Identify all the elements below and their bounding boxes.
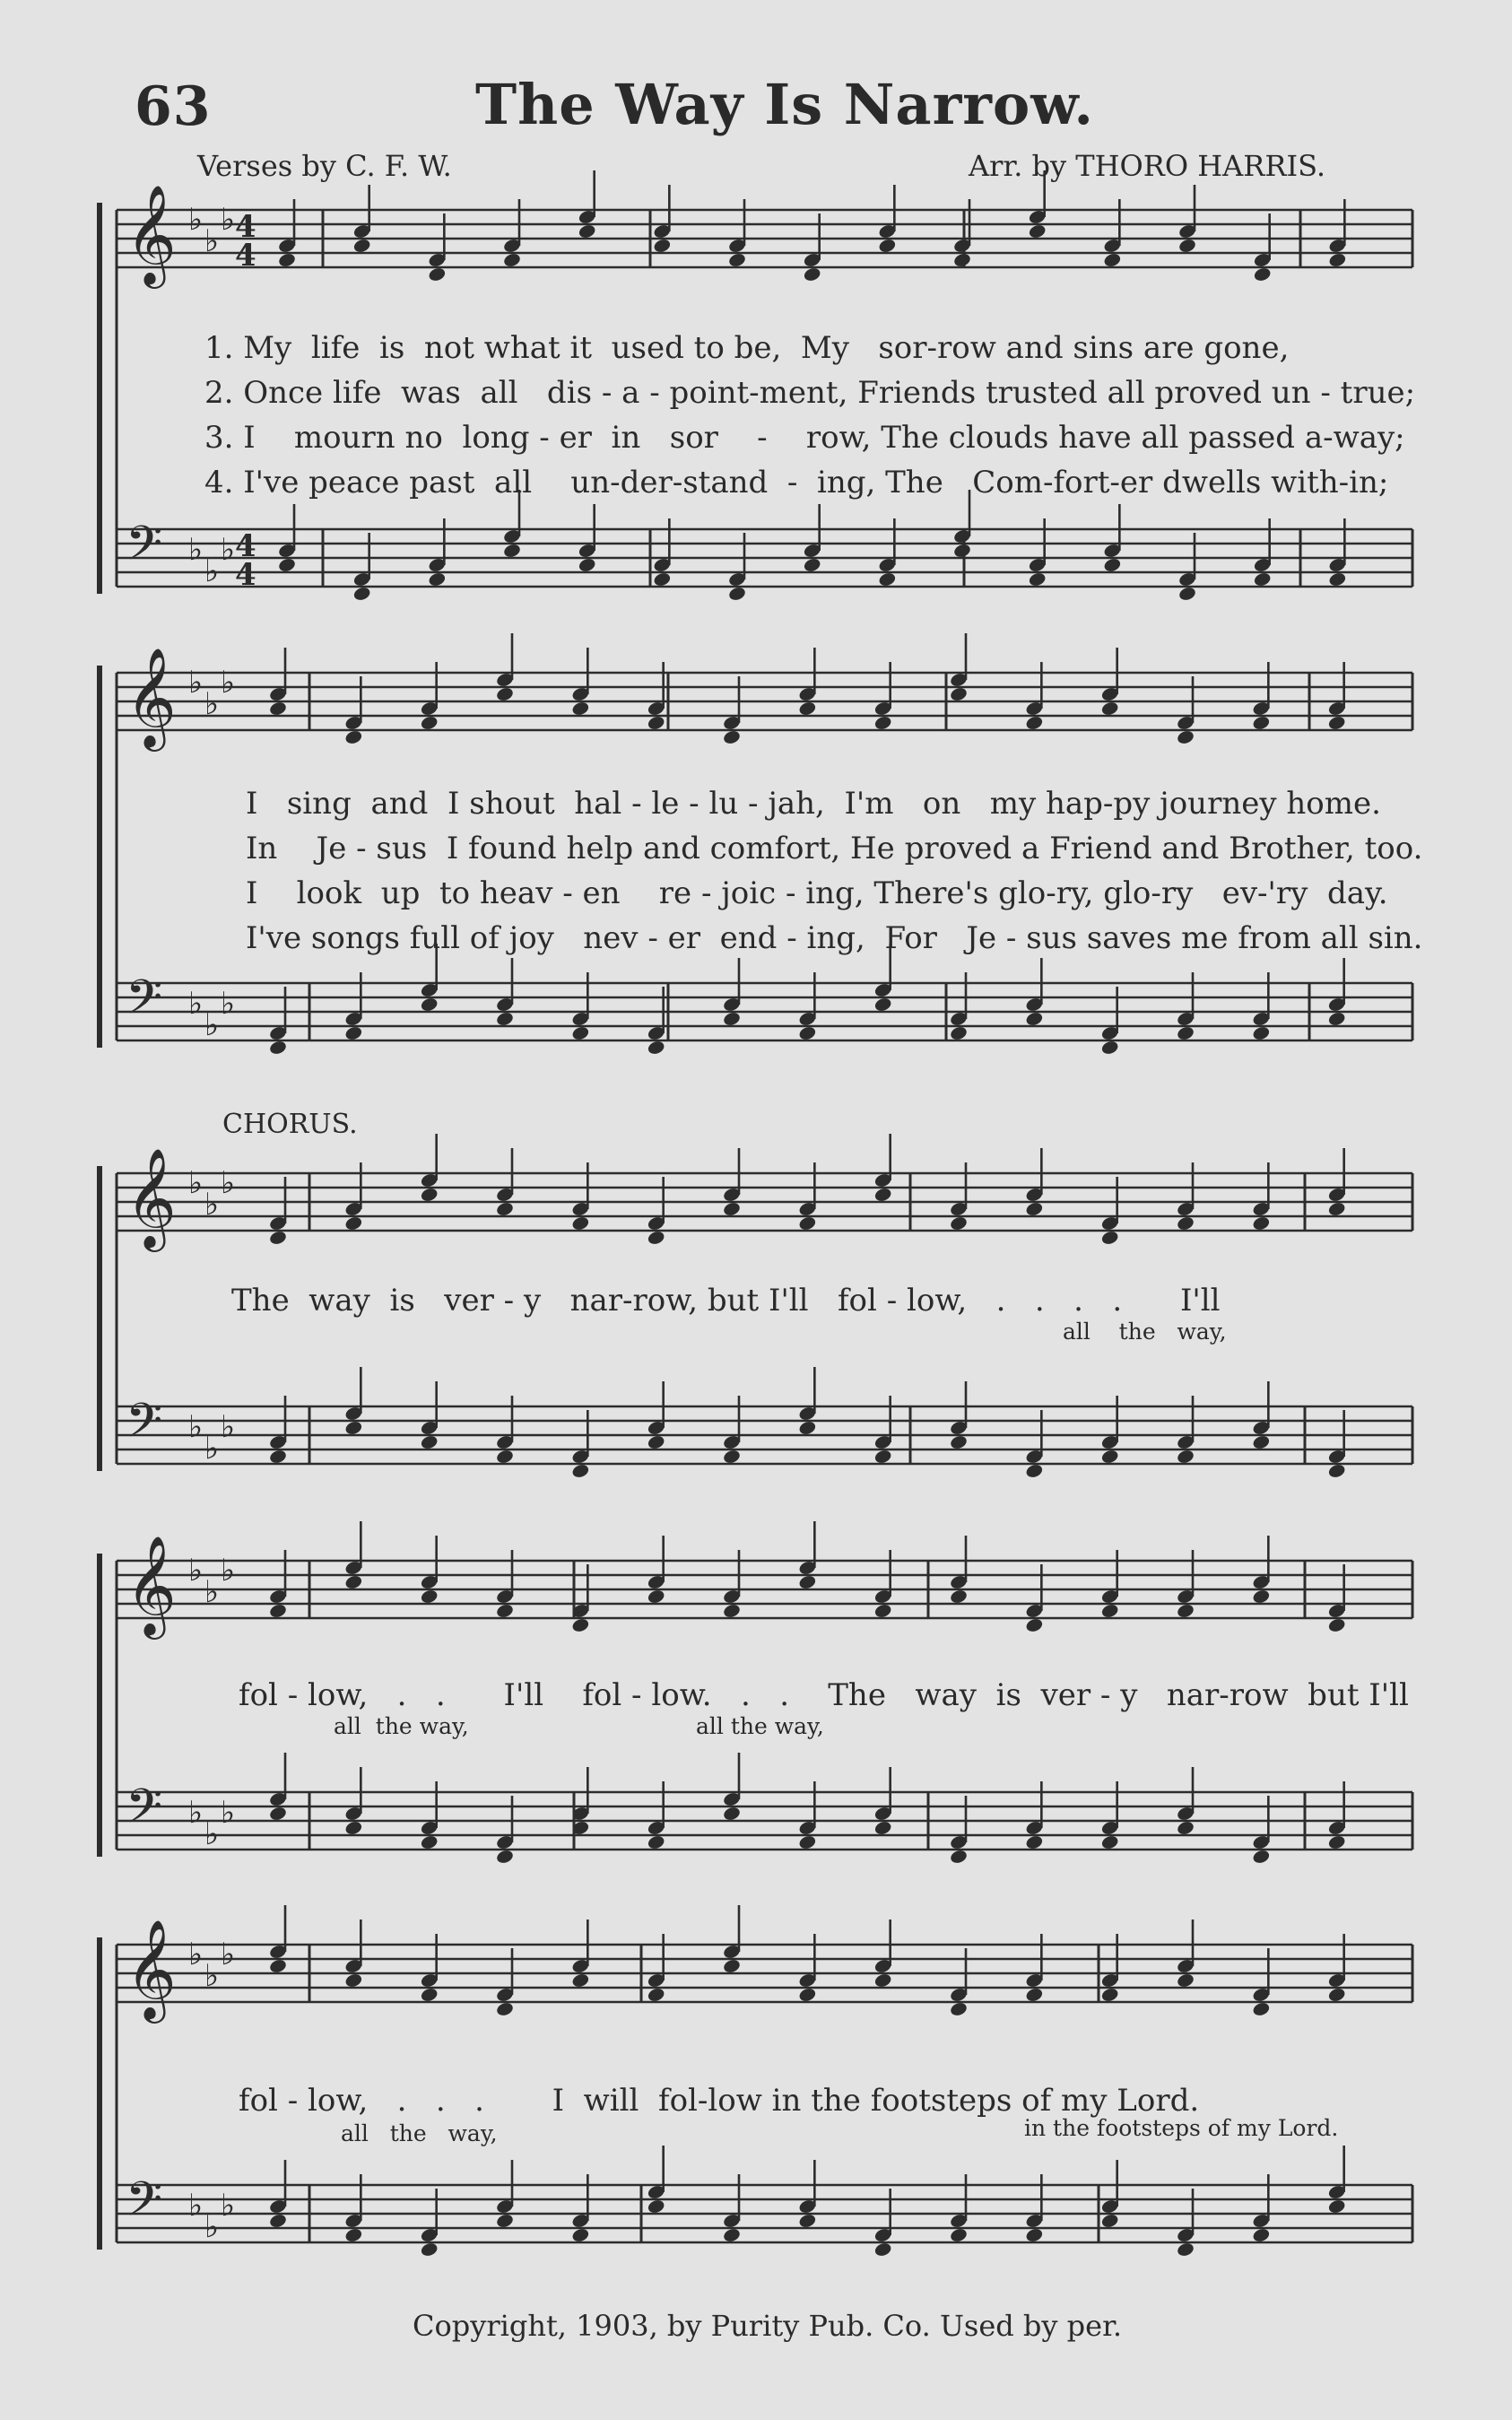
system-brace (97, 1554, 102, 1857)
flat-sign: ♭ (221, 202, 236, 238)
verse-3-line-1: 3. I mourn no long - er in sor - row, The clouds have all passed a-way; (204, 420, 1405, 456)
note-head (647, 2198, 665, 2215)
note-head (1253, 266, 1272, 283)
flat-sign: ♭ (221, 1553, 236, 1589)
note-head (1025, 715, 1044, 731)
bass-staff (117, 529, 1412, 587)
note-head (344, 1972, 363, 1989)
hymn-title: The Way Is Narrow. (475, 72, 1095, 137)
note-head (1252, 1849, 1271, 1865)
note-head (495, 686, 514, 702)
note-head (647, 1434, 665, 1450)
note-head (798, 1215, 817, 1232)
note-head (722, 1449, 741, 1465)
note-head (268, 1040, 287, 1056)
chorus-line-1-echo: all the way, (1063, 1319, 1227, 1345)
note-head (1252, 715, 1271, 731)
note-head (722, 1958, 741, 1974)
note-head (1327, 715, 1346, 731)
note-head (1100, 1230, 1119, 1246)
note-head (1100, 2213, 1119, 2229)
note-head (803, 266, 821, 283)
note-head (571, 1025, 590, 1041)
note-head (949, 1215, 968, 1232)
note-head (949, 686, 968, 702)
flat-sign: ♭ (188, 532, 204, 568)
flat-sign: ♭ (204, 686, 220, 722)
note-head (420, 1987, 439, 2003)
note-head (873, 1820, 892, 1836)
note-head (1252, 1434, 1271, 1450)
bass-clef: 𝄢 (126, 517, 163, 583)
note-head (1177, 238, 1196, 254)
note-head (722, 1806, 741, 1822)
note-head (1252, 2227, 1271, 2243)
note-head (428, 266, 447, 283)
copyright-notice: Copyright, 1903, by Purity Pub. Co. Used by per. (413, 2309, 1123, 2343)
note-head (873, 997, 892, 1013)
note-head (798, 1834, 817, 1850)
flat-sign: ♭ (188, 1165, 204, 1201)
note-head (268, 1958, 287, 1974)
treble-staff (117, 210, 1412, 267)
flat-sign: ♭ (188, 1795, 204, 1831)
verse-2-line-2: In Je - sus I found help and comfort, He proved a Friend and Brother, too. (246, 831, 1423, 866)
note-head (1025, 1201, 1044, 1217)
note-head (952, 543, 971, 559)
note-head (1327, 1463, 1346, 1479)
note-head (1252, 1215, 1271, 1232)
note-head (1100, 1603, 1119, 1619)
note-head (727, 252, 746, 268)
flat-sign: ♭ (204, 1958, 220, 1994)
verse-2-line-1: 2. Once life was all dis - a - point-ment, Friends trusted all proved un - true; (204, 375, 1416, 411)
chorus-line-2: fol - low, . . I'll fol - low. . . The way is ver - y nar-row but I'll (239, 1677, 1409, 1713)
note-head (344, 1820, 363, 1836)
note-head (873, 2242, 892, 2258)
note-head (502, 252, 521, 268)
note-head (571, 2227, 590, 2243)
verse-4-line-2: I've songs full of joy nev - er end - ing, For Je - sus saves me from all sin. (246, 920, 1423, 956)
note-head (949, 2227, 968, 2243)
note-head (653, 571, 672, 588)
note-head (1025, 1617, 1044, 1633)
treble-clef: 𝄞 (126, 1147, 177, 1248)
note-head (949, 1025, 968, 1041)
note-head (268, 1230, 287, 1246)
treble-staff (117, 1561, 1412, 1618)
note-head (1176, 1972, 1195, 1989)
note-head (420, 1187, 439, 1203)
note-head (420, 1434, 439, 1450)
note-head (647, 715, 665, 731)
note-head (268, 1806, 287, 1822)
treble-staff (117, 673, 1412, 730)
note-head (1327, 1011, 1346, 1027)
note-head (1103, 557, 1122, 573)
note-head (1176, 1215, 1195, 1232)
system-brace (97, 666, 102, 1048)
flat-sign: ♭ (221, 532, 236, 568)
note-head (878, 571, 897, 588)
note-head (495, 1011, 514, 1027)
chorus-line-1: The way is ver - y nar-row, but I'll fol - low, . . . . I'll (231, 1283, 1221, 1319)
flat-sign: ♭ (188, 202, 204, 238)
note-head (344, 1574, 363, 1590)
treble-clef: 𝄞 (126, 647, 177, 747)
verses-credit: Verses by C. F. W. (197, 149, 452, 183)
note-head (428, 571, 447, 588)
flat-sign: ♭ (204, 223, 220, 259)
note-head (352, 586, 371, 602)
note-head (1327, 1201, 1346, 1217)
note-head (495, 1201, 514, 1217)
treble-clef: 𝄞 (126, 1535, 177, 1635)
bass-staff (117, 1406, 1412, 1464)
note-head (344, 1420, 363, 1436)
flat-sign: ♭ (221, 1409, 236, 1445)
note-head (352, 238, 371, 254)
system-brace (97, 1937, 102, 2250)
note-head (1328, 571, 1347, 588)
note-head (1025, 1987, 1044, 2003)
note-head (727, 586, 746, 602)
note-head (1327, 2198, 1346, 2215)
flat-sign: ♭ (204, 1431, 220, 1467)
note-head (1100, 1834, 1119, 1850)
bass-clef: 𝄢 (126, 971, 163, 1037)
bass-staff (117, 983, 1412, 1040)
note-head (268, 1603, 287, 1619)
note-head (1025, 1011, 1044, 1027)
flat-sign: ♭ (221, 2188, 236, 2224)
note-head (653, 238, 672, 254)
note-head (798, 2213, 817, 2229)
note-head (1176, 2242, 1195, 2258)
note-head (722, 1011, 741, 1027)
note-head (1025, 2227, 1044, 2243)
note-head (268, 1449, 287, 1465)
flat-sign: ♭ (188, 1553, 204, 1589)
note-head (420, 1589, 439, 1605)
note-head (571, 1463, 590, 1479)
note-head (873, 715, 892, 731)
flat-sign: ♭ (221, 1937, 236, 1972)
note-head (873, 1187, 892, 1203)
note-head (1327, 1987, 1346, 2003)
note-head (495, 1603, 514, 1619)
note-head (952, 252, 971, 268)
verse-1-line-2: I sing and I shout hal - le - lu - jah, I'm on my hap-py journey home. (246, 786, 1381, 822)
note-head (268, 701, 287, 717)
note-head (1025, 1834, 1044, 1850)
note-head (344, 1025, 363, 1041)
system-brace (97, 203, 102, 594)
note-head (1100, 1449, 1119, 1465)
note-head (798, 1025, 817, 1041)
note-head (420, 715, 439, 731)
note-head (1252, 2001, 1271, 2017)
note-head (578, 223, 596, 239)
chorus-line-3: fol - low, . . . I will fol-low in the footsteps of my Lord. (239, 2083, 1200, 2119)
treble-clef: 𝄞 (126, 184, 177, 284)
chorus-line-2-echo-b: all the way, (696, 1713, 824, 1739)
note-head (949, 1434, 968, 1450)
note-head (495, 2001, 514, 2017)
bass-clef: 𝄢 (126, 1394, 163, 1460)
note-head (949, 1849, 968, 1865)
note-head (571, 1972, 590, 1989)
bass-staff (117, 2185, 1412, 2242)
flat-sign: ♭ (204, 1187, 220, 1223)
note-head (1176, 1025, 1195, 1041)
note-head (798, 701, 817, 717)
flat-sign: ♭ (204, 1816, 220, 1852)
note-head (949, 1589, 968, 1605)
note-head (722, 1603, 741, 1619)
flat-sign: ♭ (221, 665, 236, 701)
flat-sign: ♭ (188, 665, 204, 701)
note-head (571, 701, 590, 717)
verse-4-line-1: 4. I've peace past all un-der-stand - ing, The Com-fort-er dwells with-in; (204, 465, 1389, 501)
system-brace (97, 1166, 102, 1471)
note-head (1176, 1820, 1195, 1836)
note-head (268, 2213, 287, 2229)
bass-clef: 𝄢 (126, 2172, 163, 2239)
note-head (1327, 1617, 1346, 1633)
time-signature-top: 4 (235, 209, 256, 245)
arranger-credit: Arr. by THORO HARRIS. (969, 149, 1326, 183)
note-head (1252, 1589, 1271, 1605)
note-head (344, 2227, 363, 2243)
note-head (878, 238, 897, 254)
note-head (798, 1987, 817, 2003)
flat-sign: ♭ (204, 2209, 220, 2245)
bass-clef: 𝄢 (126, 1780, 163, 1846)
note-head (1177, 586, 1196, 602)
note-head (1253, 571, 1272, 588)
note-head (798, 1420, 817, 1436)
flat-sign: ♭ (188, 2188, 204, 2224)
chorus-line-2-echo-a: all the way, (334, 1713, 469, 1739)
note-head (578, 557, 596, 573)
note-head (1100, 1040, 1119, 1056)
note-head (1028, 571, 1047, 588)
note-head (495, 1849, 514, 1865)
note-head (571, 1215, 590, 1232)
flat-sign: ♭ (204, 553, 220, 589)
note-head (647, 1040, 665, 1056)
flat-sign: ♭ (204, 1574, 220, 1610)
note-head (722, 2227, 741, 2243)
note-head (798, 1574, 817, 1590)
note-head (1028, 223, 1047, 239)
time-signature-top: 4 (235, 528, 256, 564)
note-head (873, 1972, 892, 1989)
flat-sign: ♭ (188, 1937, 204, 1972)
flat-sign: ♭ (221, 986, 236, 1022)
flat-sign: ♭ (188, 986, 204, 1022)
note-head (420, 997, 439, 1013)
note-head (1176, 729, 1195, 745)
bass-staff (117, 1792, 1412, 1850)
note-head (647, 1834, 665, 1850)
note-head (1100, 1987, 1119, 2003)
note-head (647, 1987, 665, 2003)
note-head (344, 1215, 363, 1232)
flat-sign: ♭ (221, 1165, 236, 1201)
note-head (722, 729, 741, 745)
note-head (277, 557, 296, 573)
note-head (1176, 1449, 1195, 1465)
chorus-line-3-echo-b: in the footsteps of my Lord. (1024, 2115, 1339, 2141)
flat-sign: ♭ (221, 1795, 236, 1831)
treble-staff (117, 1945, 1412, 2002)
note-head (803, 557, 821, 573)
note-head (344, 729, 363, 745)
note-head (1176, 1603, 1195, 1619)
note-head (873, 1449, 892, 1465)
note-head (722, 1201, 741, 1217)
note-head (949, 2001, 968, 2017)
chorus-line-3-echo-a: all the way, (341, 2120, 498, 2146)
time-signature-bottom: 4 (235, 238, 256, 274)
treble-staff (117, 1173, 1412, 1231)
note-head (420, 1834, 439, 1850)
note-head (571, 1617, 590, 1633)
treble-clef: 𝄞 (126, 1919, 177, 2019)
note-head (647, 1589, 665, 1605)
note-head (1252, 1025, 1271, 1041)
chorus-label: CHORUS. (222, 1109, 358, 1140)
verse-3-line-2: I look up to heav - en re - joic - ing, There's glo-ry, glo-ry ev-'ry day. (246, 875, 1388, 911)
time-signature-bottom: 4 (235, 557, 256, 593)
note-head (1328, 252, 1347, 268)
note-head (1327, 1834, 1346, 1850)
flat-sign: ♭ (188, 1409, 204, 1445)
note-head (420, 2242, 439, 2258)
note-head (1025, 1463, 1044, 1479)
hymn-number: 63 (135, 75, 212, 138)
note-head (495, 2213, 514, 2229)
note-head (647, 1230, 665, 1246)
note-head (502, 543, 521, 559)
note-head (1100, 701, 1119, 717)
note-head (1103, 252, 1122, 268)
flat-sign: ♭ (204, 1007, 220, 1043)
verse-1-line-1: 1. My life is not what it used to be, My sor-row and sins are gone, (204, 330, 1290, 366)
note-head (277, 252, 296, 268)
note-head (495, 1449, 514, 1465)
note-head (873, 1603, 892, 1619)
